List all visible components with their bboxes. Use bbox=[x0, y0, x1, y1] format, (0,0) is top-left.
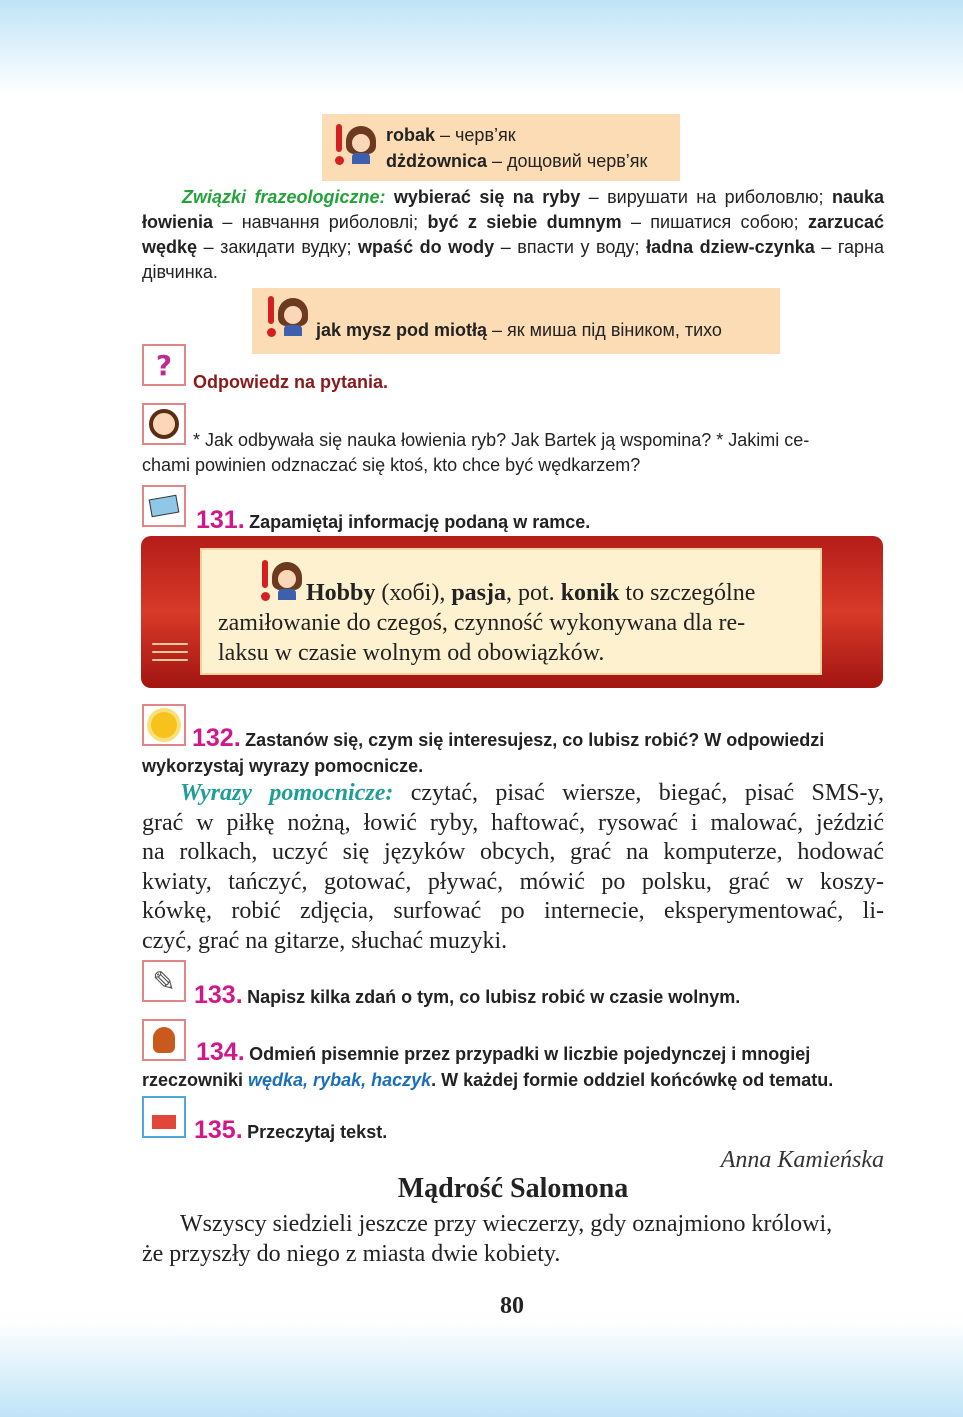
task-132-line-2: wykorzystaj wyrazy pomocnicze. bbox=[142, 756, 424, 776]
question-line-1: * Jak odbywała się nauka łowienia ryb? Jak Bartek ją wspomina? * Jakimi ce- bbox=[193, 430, 810, 450]
task-134-line-2: rzeczowniki wędka, rybak, haczyk. W każdej formie oddziel końcówkę od tematu. bbox=[142, 1070, 834, 1090]
task-131: 131. Zapamiętaj informację podaną w ramce. bbox=[196, 506, 591, 534]
note-line-1: robak – черв’як bbox=[386, 125, 516, 145]
story-line-1: Wszyscy siedzieli jeszcze przy wieczerzy, gdy oznajmiono królowi, bbox=[180, 1211, 833, 1237]
frame-line-1: Hobby (хобі), pasja, pot. konik to szczególne bbox=[306, 580, 756, 606]
exclamation-girl-icon bbox=[258, 558, 304, 604]
girl-face-icon bbox=[142, 403, 186, 445]
info-frame-box bbox=[200, 548, 822, 675]
phrases-paragraph: Związki frazeologiczne: wybierać się na ryby – вирушати на риболовлю; nauka łowienia – навчання риболовлі; być z siebie dumnym – пишатися собою; zarzucać wędkę – закидати вудку; wpaść do wody – впасти у воду; ładna dziew-czynka – гарна дівчинка. bbox=[142, 187, 885, 282]
question-icon: ? bbox=[142, 344, 186, 386]
exclamation-girl-icon bbox=[332, 122, 378, 168]
story-author: Anna Kamieńska bbox=[720, 1147, 884, 1173]
task-134: 134. Odmień pisemnie przez przypadki w liczbie pojedynczej i mnogiej bbox=[196, 1038, 811, 1066]
exclamation-girl-icon bbox=[264, 294, 310, 340]
frame-line-2: zamiłowanie do czegoś, czynność wykonywana dla re- bbox=[218, 610, 746, 636]
sun-flower-icon bbox=[142, 704, 186, 746]
idiom-text: jak mysz pod miotłą – як миша під віником, тихо bbox=[316, 320, 722, 340]
idiom-note bbox=[252, 288, 780, 354]
story-title: Mądrość Salomona bbox=[397, 1173, 629, 1204]
reading-boy-icon bbox=[142, 485, 186, 527]
owl-teacher-icon bbox=[142, 1019, 186, 1061]
note-line-2: dżdżownica – дощовий черв’як bbox=[386, 151, 648, 171]
answer-heading: Odpowiedz na pytania. bbox=[193, 372, 389, 392]
task-135: 135. Przeczytaj tekst. bbox=[194, 1116, 388, 1144]
frame-decoration bbox=[152, 643, 188, 667]
boy-book-icon bbox=[142, 1096, 186, 1138]
question-line-2: chami powinien odznaczać się ktoś, kto chce być wędkarzem? bbox=[142, 455, 641, 475]
frame-line-3: laksu w czasie wolnym od obowiązków. bbox=[218, 640, 605, 666]
helper-words: Wyrazy pomocnicze: czytać, pisać wiersze, biegać, pisać SMS-y, grać w piłkę nożną, łowić ryby, haftować, rysować i malować, jeździć na rolkach, uczyć się języków obcych, grać na komputerze, hodować kwiaty, tańczyć, gotować, pływać, mówić po polsku, grać w koszy- kówkę, robić zdjęcia, surfować po internecie, eksperymentować, li- czyć, grać na gitarze, słuchać muzyki. bbox=[142, 780, 884, 954]
task-132: 132. Zastanów się, czym się interesujesz, co lubisz robić? W odpowiedzi bbox=[192, 724, 825, 752]
vocab-note-1 bbox=[322, 114, 680, 181]
task-133: 133. Napisz kilka zdań o tym, co lubisz robić w czasie wolnym. bbox=[194, 981, 741, 1009]
page-number: 80 bbox=[500, 1293, 524, 1319]
story-line-2: że przyszły do niego z miasta dwie kobiety. bbox=[142, 1241, 561, 1267]
pen-notebook-icon: ✎ bbox=[142, 960, 186, 1002]
